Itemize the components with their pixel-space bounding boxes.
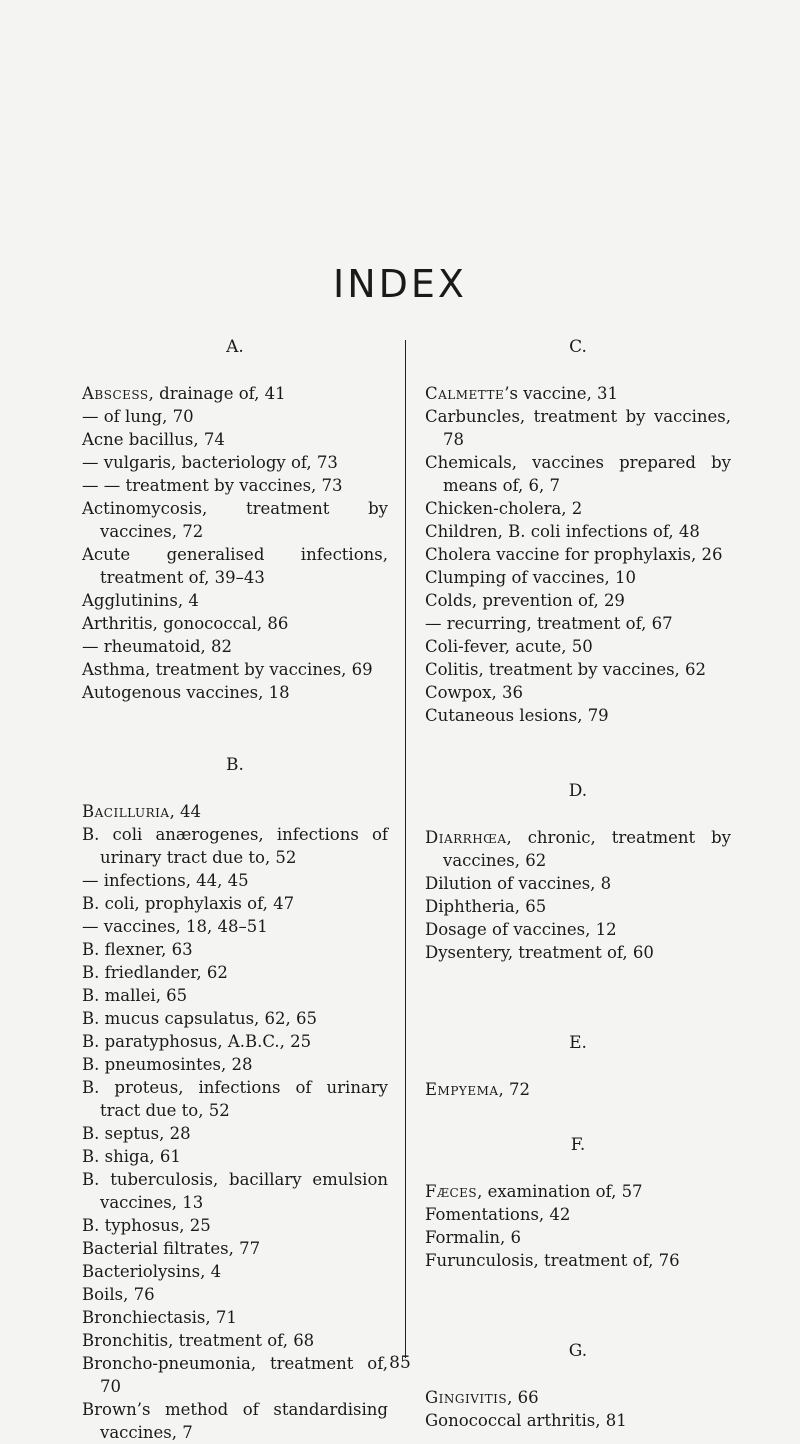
index-entry: Children, B. coli infections of, 48 (425, 522, 700, 541)
index-entry: B. paratyphosus, A.B.C., 25 (82, 1032, 312, 1051)
entry-rest: , examination of, 57 (477, 1182, 643, 1201)
index-entry: B. shiga, 61 (82, 1147, 181, 1166)
section-letter: F. (570, 1135, 586, 1155)
entry-list (425, 826, 731, 964)
section-e (425, 1032, 731, 1101)
section-d (425, 780, 731, 964)
index-entry: — — treatment by vaccines, 73 (82, 476, 343, 495)
section-c (425, 336, 731, 727)
column-divider (405, 340, 406, 1358)
entry-head: Fæces (425, 1182, 478, 1201)
index-entry: Cholera vaccine for prophylaxis, 26 (425, 545, 723, 564)
section-f (425, 1134, 731, 1272)
index-entry: B. mucus capsulatus, 62, 65 (82, 1009, 318, 1028)
entry-list (425, 1180, 731, 1272)
index-entry: Diphtheria, 65 (425, 897, 547, 916)
index-entry: Dysentery, treatment of, 60 (425, 943, 654, 962)
entry-rest: , 72 (498, 1080, 531, 1099)
entry-rest: , 66 (507, 1388, 539, 1407)
section-letter: A. (226, 337, 244, 357)
entry-list (425, 382, 731, 727)
index-entry: Furunculosis, treatment of, 76 (425, 1251, 680, 1270)
section-letter: B. (226, 755, 244, 775)
index-entry: Brown’s method of standardising vaccines, 7 (82, 1400, 388, 1442)
entry-list (82, 800, 388, 1444)
index-entry: Bronchiectasis, 71 (82, 1308, 237, 1327)
index-entry: Chicken-cholera, 2 (425, 499, 583, 518)
entry-head: Calmette (425, 384, 505, 403)
index-entry: Chemicals, vaccines prepared by means of, 6, 7 (425, 453, 731, 495)
entry-rest: , drainage of, 41 (148, 384, 286, 403)
entry-rest: , chronic, treatment by vaccines, 62 (443, 828, 731, 870)
entry-head: Empyema (425, 1080, 499, 1099)
entry-head: Gingivitis (425, 1388, 508, 1407)
index-entry: Acute generalised infections, treatment of, 39–43 (82, 545, 388, 587)
index-entry: B. typhosus, 25 (82, 1216, 211, 1235)
section-letter: E. (569, 1033, 587, 1053)
entry-rest: , 44 (169, 802, 202, 821)
index-entry: B. pneumosintes, 28 (82, 1055, 253, 1074)
index-entry: Boils, 76 (82, 1285, 155, 1304)
index-entry: — infections, 44, 45 (82, 871, 249, 890)
index-entry: Clumping of vaccines, 10 (425, 568, 636, 587)
index-entry: — rheumatoid, 82 (82, 637, 233, 656)
index-entry: Colds, prevention of, 29 (425, 591, 625, 610)
entry-rest: ’s vaccine, 31 (504, 384, 619, 403)
entry-list (425, 1386, 731, 1432)
index-entry: Autogenous vaccines, 18 (82, 683, 290, 702)
index-entry (82, 800, 388, 823)
index-entry: Bacterial filtrates, 77 (82, 1239, 261, 1258)
page-title: INDEX (333, 262, 467, 306)
index-entry: B. coli, prophylaxis of, 47 (82, 894, 295, 913)
section-letter: D. (568, 781, 588, 801)
index-entry: B. proteus, infections of urinary tract due to, 52 (82, 1078, 388, 1120)
index-entry: B. flexner, 63 (82, 940, 193, 959)
index-entry: Carbuncles, treatment by vaccines, 78 (425, 407, 731, 449)
index-entry (425, 382, 731, 405)
right-column (425, 336, 731, 1432)
entry-head: Diarrhœa (425, 828, 507, 847)
section-a (82, 336, 388, 704)
index-entry: — vulgaris, bacteriology of, 73 (82, 453, 338, 472)
entry-head: Abscess (82, 384, 149, 403)
index-entry: Acne bacillus, 74 (82, 430, 225, 449)
index-entry (425, 826, 731, 872)
index-entry: — recurring, treatment of, 67 (425, 614, 673, 633)
left-column (82, 336, 388, 1444)
index-entry: Bronchitis, treatment of, 68 (82, 1331, 315, 1350)
section-letter: G. (568, 1341, 588, 1361)
index-entry: Dosage of vaccines, 12 (425, 920, 617, 939)
section-letter: C. (569, 337, 587, 357)
index-entry: B. friedlander, 62 (82, 963, 228, 982)
index-entry: Dilution of vaccines, 8 (425, 874, 612, 893)
index-entry (425, 1180, 731, 1203)
index-entry: Coli-fever, acute, 50 (425, 637, 593, 656)
index-entry: B. coli anærogenes, infections of urinary tract due to, 52 (82, 825, 388, 867)
index-entry: Cutaneous lesions, 79 (425, 706, 609, 725)
index-entry: Colitis, treatment by vaccines, 62 (425, 660, 707, 679)
index-entry: Cowpox, 36 (425, 683, 523, 702)
index-entry: Formalin, 6 (425, 1228, 522, 1247)
entry-list (82, 382, 388, 704)
index-entry (425, 1386, 731, 1409)
index-entry: Broncho-pneumonia, treatment of, 70 (82, 1354, 388, 1396)
index-entry: Fomentations, 42 (425, 1205, 571, 1224)
index-entry (82, 382, 388, 405)
index-entry: Bacteriolysins, 4 (82, 1262, 222, 1281)
index-entry: — vaccines, 18, 48–51 (82, 917, 268, 936)
index-entry: Actinomycosis, treatment by vaccines, 72 (82, 499, 388, 541)
index-entry: B. septus, 28 (82, 1124, 191, 1143)
index-entry: — of lung, 70 (82, 407, 194, 426)
section-b (82, 754, 388, 1444)
index-entry (425, 1078, 731, 1101)
index-entry: B. tuberculosis, bacillary emulsion vaccines, 13 (82, 1170, 388, 1212)
index-entry: Gonococcal arthritis, 81 (425, 1411, 627, 1430)
index-entry: B. mallei, 65 (82, 986, 188, 1005)
index-entry: Agglutinins, 4 (82, 591, 199, 610)
entry-head: Bacilluria (82, 802, 170, 821)
page-number: 85 (389, 1353, 411, 1373)
index-entry: Arthritis, gonococcal, 86 (82, 614, 289, 633)
index-entry: Asthma, treatment by vaccines, 69 (82, 660, 373, 679)
entry-list (425, 1078, 731, 1101)
